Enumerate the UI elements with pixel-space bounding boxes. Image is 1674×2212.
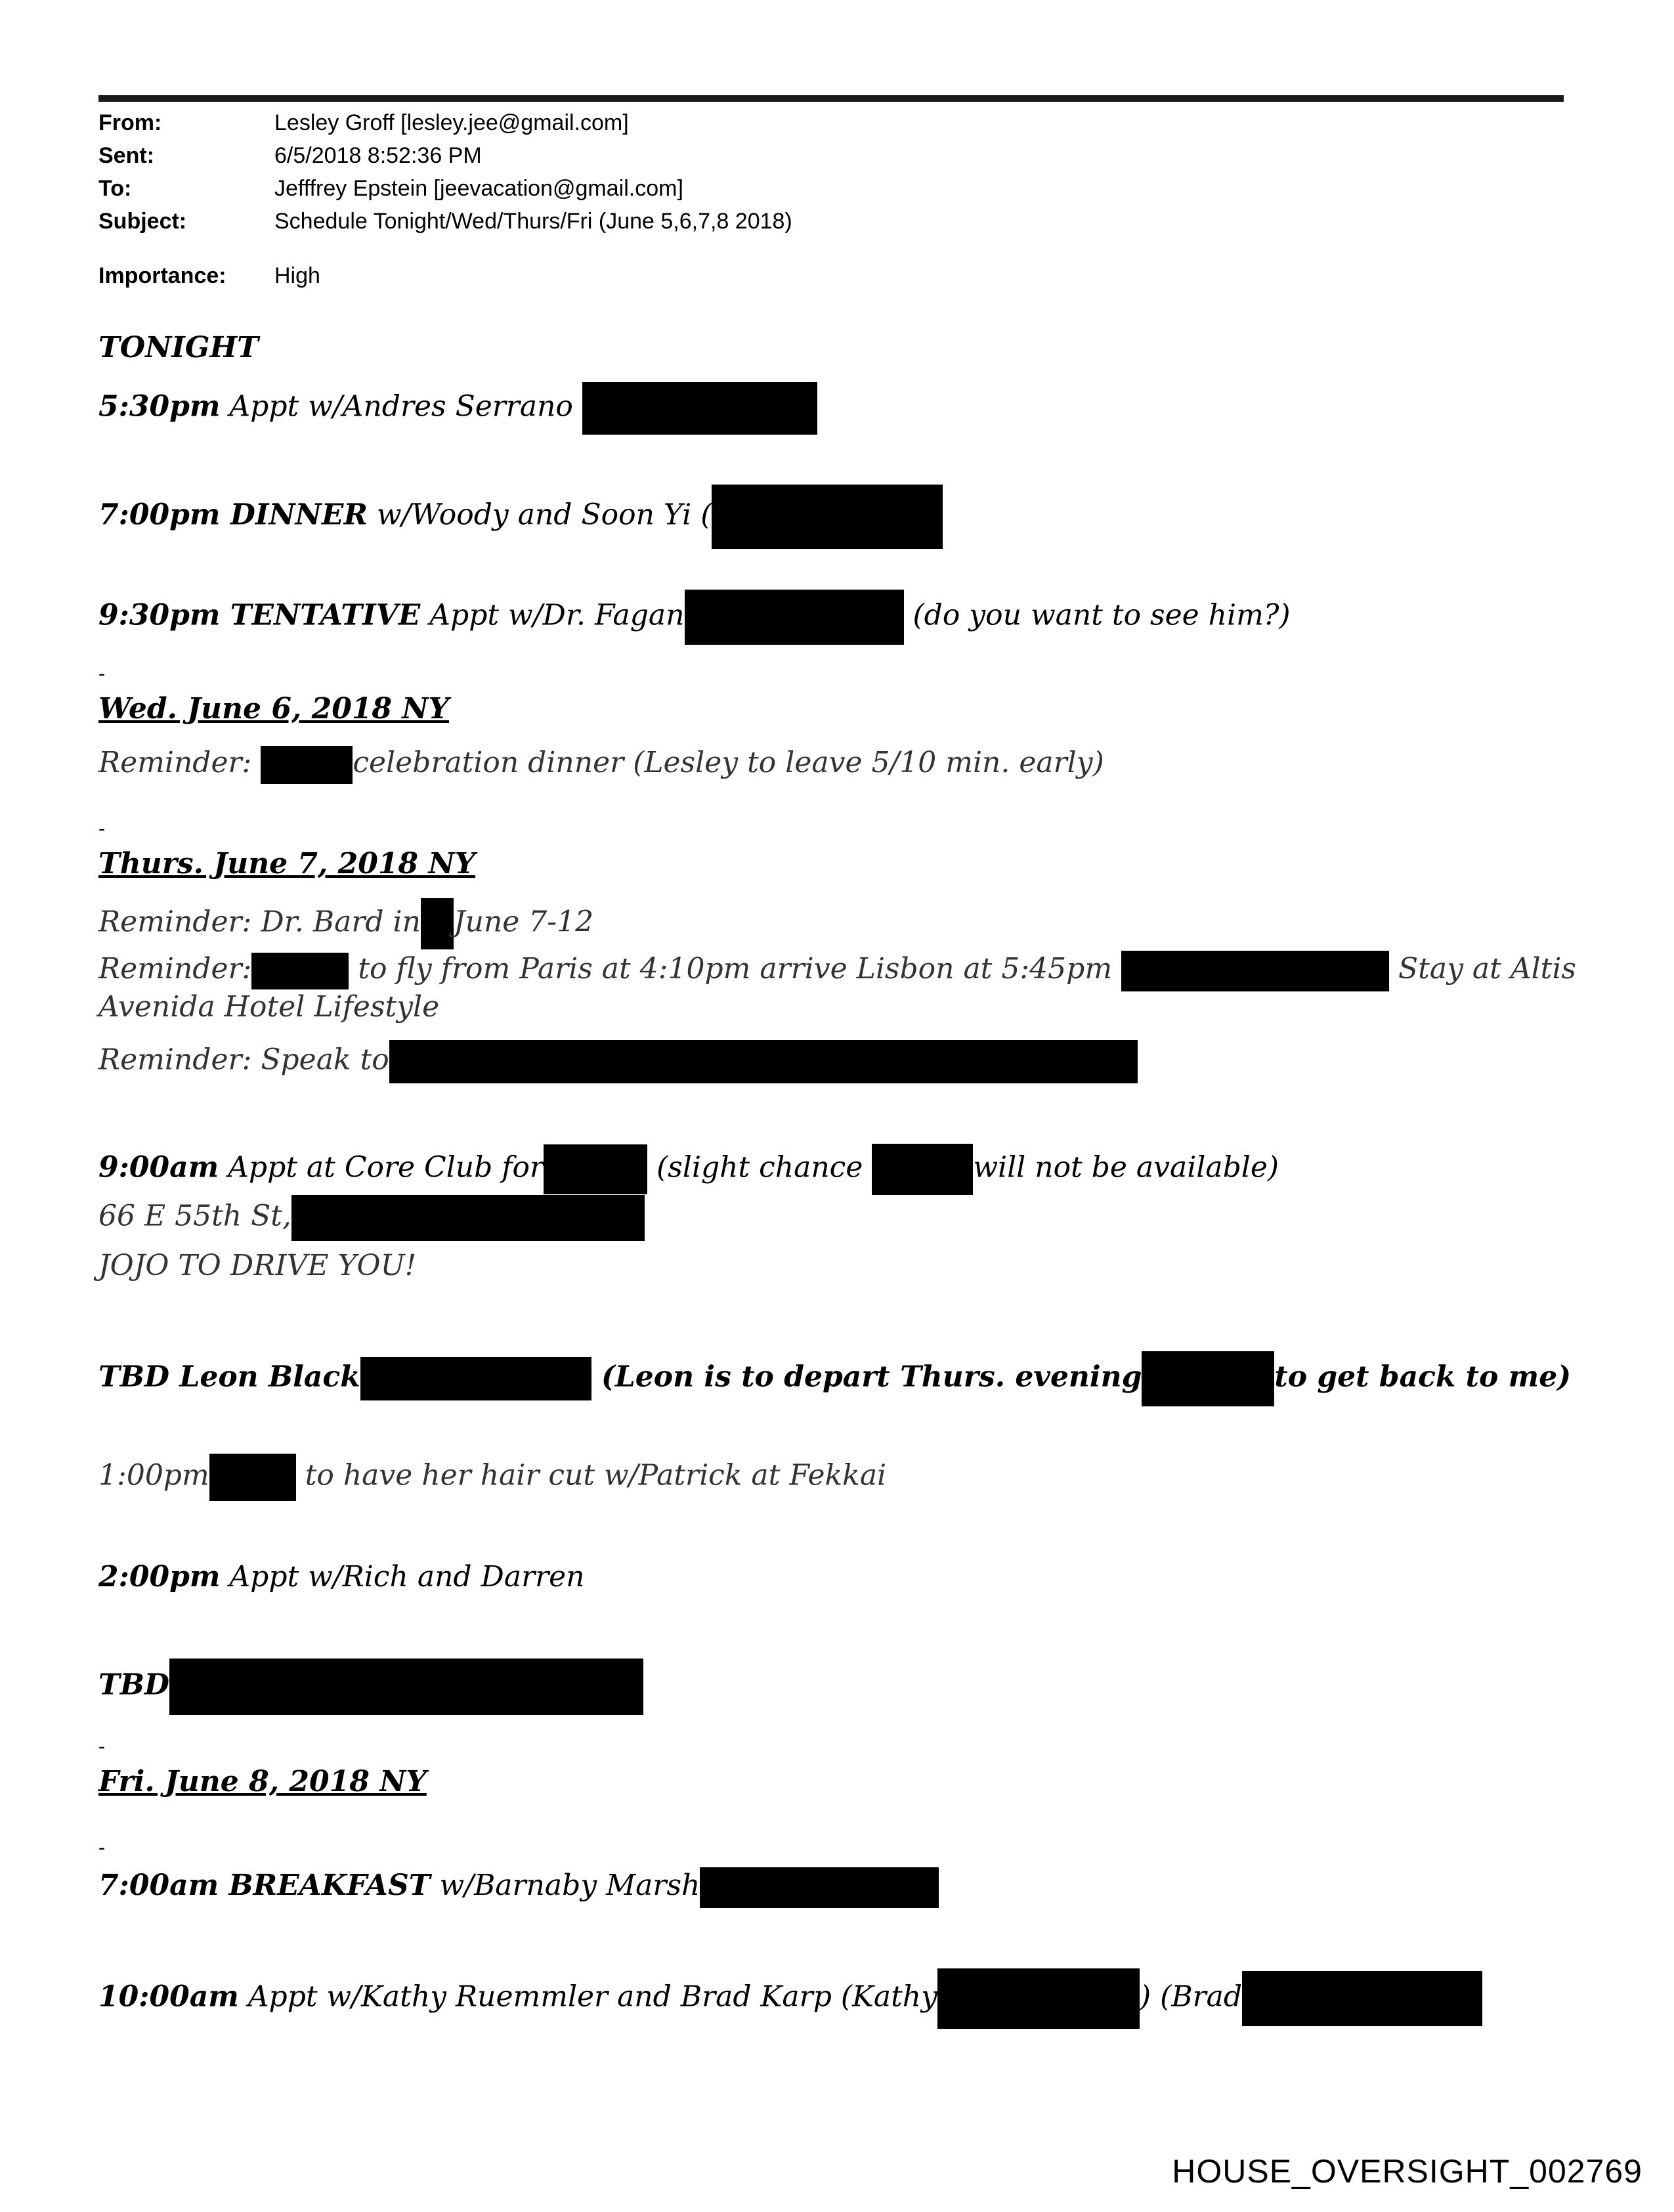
line-700pm — [98, 485, 943, 549]
dash-separator: - — [98, 662, 106, 685]
wed-reminder — [98, 743, 1104, 784]
thu-reminder-1-b: June 7-12 — [453, 905, 594, 939]
thu-reminder-2-a: Reminder: — [98, 952, 252, 986]
wed-reminder-label: Reminder: — [98, 746, 261, 779]
tbd-label: TBD — [98, 1668, 170, 1702]
sent-label: Sent: — [98, 143, 154, 168]
text-530pm: Appt w/Andres Serrano — [220, 389, 582, 423]
subject-value: Schedule Tonight/Wed/Thurs/Fri (June 5,6,7,8 2018) — [274, 209, 792, 234]
redaction-block — [251, 953, 349, 989]
line-700am — [98, 1866, 939, 1908]
text-1000am: Appt w/Kathy Ruemmler and Brad Karp (Kathy — [238, 1980, 937, 2014]
from-value: Lesley Groff [lesley.jee@gmail.com] — [274, 110, 629, 135]
text-900am-c: will not be available) — [973, 1150, 1279, 1184]
thu-reminder-2-b: to fly from Paris at 4:10pm arrive Lisbon at 5:45pm — [349, 952, 1122, 986]
redaction-block — [421, 898, 454, 949]
wed-reminder-text: celebration dinner (Lesley to leave 5/10 min. early) — [353, 746, 1104, 779]
redaction-block — [937, 1968, 1140, 2029]
redaction-block — [544, 1144, 647, 1194]
fri-heading: Fri. June 8, 2018 NY — [98, 1765, 427, 1798]
thu-reminder-1-a: Reminder: Dr. Bard in — [98, 905, 421, 939]
redaction-block — [291, 1195, 645, 1241]
address-line — [98, 1195, 645, 1241]
text-200pm: Appt w/Rich and Darren — [220, 1560, 585, 1594]
subject-label: Subject: — [98, 209, 187, 234]
driver-line: JOJO TO DRIVE YOU! — [98, 1249, 417, 1282]
line-930pm — [98, 590, 1291, 645]
time-930pm: 9:30pm TENTATIVE — [98, 598, 421, 632]
from-label: From: — [98, 110, 162, 135]
redaction-block — [582, 382, 817, 435]
header-rule — [98, 95, 1564, 102]
thu-reminder-3 — [98, 1040, 1138, 1083]
line-1000am — [98, 1968, 1482, 2029]
text-700pm: w/Woody and Soon Yi ( — [368, 498, 712, 532]
sent-row — [98, 141, 482, 170]
text-900am-a: Appt at Core Club for — [219, 1150, 544, 1184]
tbd-leon-c: to get back to me) — [1274, 1360, 1572, 1394]
redaction-block — [389, 1040, 1138, 1083]
importance-label: Importance: — [98, 263, 226, 288]
text-900am-b: (slight chance — [647, 1150, 872, 1184]
redaction-block — [700, 1867, 939, 1908]
redaction-block — [261, 746, 353, 784]
from-row — [98, 108, 629, 137]
thu-reminder-2-cont: Avenida Hotel Lifestyle — [98, 990, 440, 1024]
time-700pm: 7:00pm DINNER — [98, 498, 368, 532]
importance-value: High — [274, 263, 320, 288]
thu-heading: Thurs. June 7, 2018 NY — [98, 847, 476, 880]
redaction-block — [169, 1659, 643, 1715]
text-1000am-mid: ) (Brad — [1140, 1980, 1243, 2014]
line-100pm — [98, 1454, 886, 1501]
tbd-leon-a: TBD Leon Black — [98, 1360, 360, 1394]
redaction-block — [1142, 1351, 1274, 1406]
time-100pm: 1:00pm — [98, 1458, 209, 1492]
redaction-block — [1121, 951, 1389, 991]
line-tbd-leon — [98, 1351, 1571, 1406]
redaction-block — [685, 590, 904, 645]
thu-reminder-3-a: Reminder: Speak to — [98, 1043, 389, 1077]
text-930pm-after: (do you want to see him?) — [903, 598, 1291, 632]
to-row — [98, 174, 683, 203]
line-900am — [98, 1144, 1279, 1195]
tonight-heading: TONIGHT — [98, 331, 259, 364]
line-530pm — [98, 382, 817, 435]
redaction-block — [712, 485, 943, 549]
time-530pm: 5:30pm — [98, 389, 221, 423]
address-text: 66 E 55th St, — [98, 1199, 291, 1233]
text-930pm: Appt w/Dr. Fagan — [420, 598, 685, 632]
thu-reminder-1 — [98, 898, 593, 949]
to-value: Jefffrey Epstein [jeevacation@gmail.com] — [274, 176, 683, 201]
line-tbd — [98, 1659, 643, 1715]
to-label: To: — [98, 176, 132, 201]
tbd-leon-b: (Leon is to depart Thurs. evening — [591, 1360, 1142, 1394]
time-700am: 7:00am BREAKFAST — [98, 1869, 431, 1902]
thu-reminder-2 — [98, 949, 1576, 991]
dash-separator: - — [98, 817, 106, 840]
sent-value: 6/5/2018 8:52:36 PM — [274, 143, 482, 168]
text-100pm: to have her hair cut w/Patrick at Fekkai — [295, 1458, 887, 1492]
redaction-block — [209, 1454, 296, 1501]
redaction-block — [1242, 1971, 1482, 2026]
subject-row — [98, 207, 792, 236]
text-700am: w/Barnaby Marsh — [430, 1869, 700, 1902]
redaction-block — [872, 1144, 973, 1195]
dash-separator: - — [98, 1735, 106, 1758]
time-200pm: 2:00pm — [98, 1560, 221, 1594]
bates-number: HOUSE_OVERSIGHT_002769 — [1172, 2153, 1642, 2190]
time-900am: 9:00am — [98, 1150, 219, 1184]
dash-separator: - — [98, 1836, 106, 1859]
time-1000am: 10:00am — [98, 1980, 239, 2014]
wed-heading: Wed. June 6, 2018 NY — [98, 692, 449, 726]
line-200pm — [98, 1557, 585, 1597]
thu-reminder-2-c: Stay at Altis — [1389, 952, 1576, 986]
importance-row — [98, 261, 320, 290]
redaction-block — [360, 1357, 591, 1400]
